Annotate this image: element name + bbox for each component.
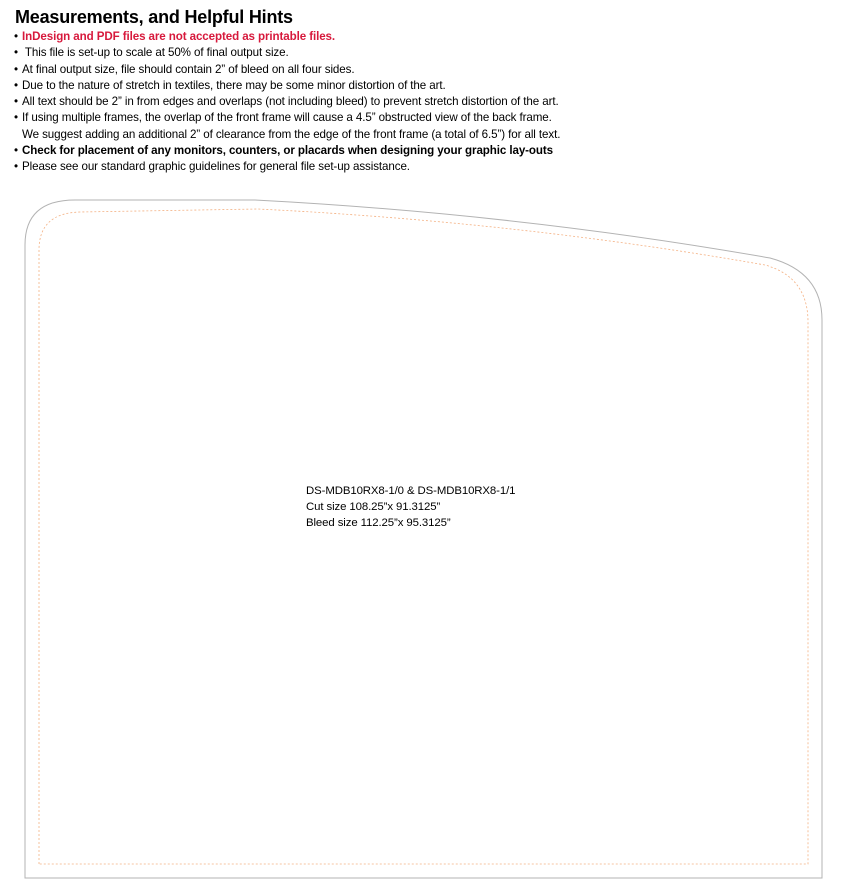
bullet: • bbox=[14, 95, 18, 109]
bullet: • bbox=[14, 62, 18, 76]
bleed-size: Bleed size 112.25”x 95.3125” bbox=[306, 517, 451, 529]
hint-text: This file is set-up to scale at 50% of final output size. bbox=[22, 46, 289, 60]
bullet: • bbox=[14, 144, 18, 158]
hint-text: InDesign and PDF files are not accepted as printable files. bbox=[22, 30, 336, 43]
bullet: • bbox=[14, 160, 18, 174]
hint-text: All text should be 2” in from edges and overlaps (not including bleed) to prevent stretch distortion of the art. bbox=[22, 95, 559, 109]
hint-text: Due to the nature of stretch in textiles, there may be some minor distortion of the art. bbox=[22, 78, 446, 92]
bullet: • bbox=[14, 30, 18, 43]
safe-area-dashed-line bbox=[39, 209, 808, 864]
bullet: • bbox=[14, 111, 18, 125]
product-code: DS-MDB10RX8-1/0 & DS-MDB10RX8-1/1 bbox=[306, 485, 516, 497]
hint-text: Please see our standard graphic guidelines for general file set-up assistance. bbox=[22, 160, 410, 174]
hint-text: Check for placement of any monitors, counters, or placards when designing your graphic lay-outs bbox=[22, 144, 554, 158]
template-specs bbox=[306, 483, 515, 531]
cut-size: Cut size 108.25”x 91.3125” bbox=[306, 501, 441, 513]
hint-text: At final output size, file should contain 2” of bleed on all four sides. bbox=[22, 62, 355, 76]
hint-text: We suggest adding an additional 2” of clearance from the edge of the front frame (a total of 6.5”) for all text. bbox=[22, 127, 561, 141]
bullet: • bbox=[14, 78, 18, 92]
bullet: • bbox=[14, 46, 18, 60]
page-title: Measurements, and Helpful Hints bbox=[15, 7, 293, 27]
bleed-outline bbox=[25, 200, 822, 878]
hint-text: If using multiple frames, the overlap of the front frame will cause a 4.5” obstructed view of the back frame. bbox=[22, 111, 552, 125]
